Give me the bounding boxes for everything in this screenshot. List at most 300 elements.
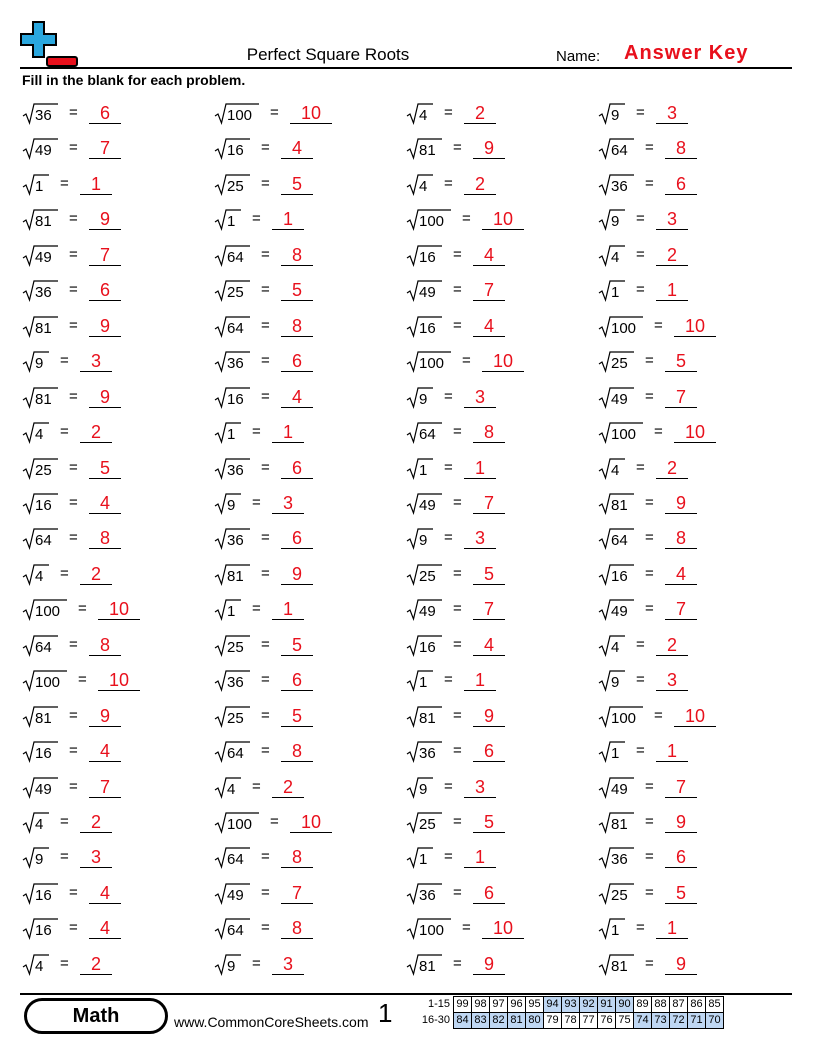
answer-value: 3 — [90, 351, 101, 372]
answer-blank[interactable] — [665, 812, 697, 833]
problem-item — [22, 841, 116, 875]
answer-blank[interactable] — [473, 953, 505, 975]
answer-value: 4 — [99, 492, 110, 513]
radicand: 25 — [227, 709, 244, 727]
answer-value: 7 — [675, 386, 686, 407]
answer-blank[interactable] — [464, 847, 496, 868]
answer-blank[interactable] — [665, 386, 697, 408]
score-cell: 95 — [526, 997, 544, 1013]
problem-item — [598, 97, 692, 131]
answer-blank[interactable] — [473, 705, 505, 727]
problem-item — [22, 487, 125, 521]
answer-blank[interactable] — [473, 563, 505, 585]
problem-item — [214, 700, 317, 734]
radicand: 36 — [35, 284, 52, 302]
problem-item — [22, 132, 125, 166]
radicand: 9 — [419, 780, 428, 798]
answer-blank[interactable] — [281, 138, 313, 159]
radicand: 100 — [611, 426, 637, 444]
radicand: 1 — [611, 922, 620, 940]
answer-blank[interactable] — [473, 315, 505, 337]
answer-blank[interactable] — [290, 103, 332, 124]
problem-item — [22, 381, 125, 415]
answer-value: 2 — [666, 634, 677, 655]
answer-blank[interactable] — [473, 280, 505, 301]
answer-blank[interactable] — [482, 351, 524, 372]
equals-sign: = — [261, 139, 270, 157]
answer-blank[interactable] — [89, 386, 121, 408]
equals-sign: = — [636, 919, 645, 937]
answer-blank[interactable] — [473, 882, 505, 904]
answer-blank[interactable] — [656, 244, 688, 266]
equals-sign: = — [261, 529, 270, 547]
radicand: 100 — [611, 709, 637, 727]
problem-item — [214, 97, 336, 131]
problem-item — [406, 593, 509, 627]
problem-item — [406, 877, 509, 911]
answer-value: 5 — [291, 634, 302, 655]
answer-blank[interactable] — [464, 173, 496, 195]
answer-value: 1 — [90, 173, 101, 194]
problem-item — [22, 629, 125, 663]
radicand: 4 — [35, 816, 44, 833]
page-number: 1 — [378, 998, 393, 1028]
radicand: 9 — [227, 957, 236, 975]
answer-blank[interactable] — [464, 457, 496, 479]
answer-value: 9 — [483, 138, 494, 159]
answer-blank[interactable] — [281, 173, 313, 195]
answer-value: 3 — [474, 386, 485, 407]
answer-blank[interactable] — [473, 599, 505, 620]
equals-sign: = — [252, 600, 261, 618]
radicand: 81 — [611, 957, 628, 975]
answer-blank[interactable] — [89, 280, 121, 301]
answer-blank[interactable] — [281, 528, 313, 549]
answer-blank[interactable] — [656, 634, 688, 656]
answer-blank[interactable] — [281, 280, 313, 301]
answer-blank[interactable] — [674, 705, 716, 727]
score-cell: 72 — [670, 1013, 688, 1029]
answer-value: 4 — [99, 882, 110, 903]
equals-sign: = — [453, 954, 462, 972]
answer-value: 1 — [474, 457, 485, 478]
score-cell: 99 — [454, 997, 472, 1013]
problem-item — [598, 452, 692, 486]
equals-sign: = — [60, 813, 69, 830]
radicand: 9 — [35, 851, 44, 869]
radicand: 49 — [611, 390, 628, 408]
problem-item — [406, 416, 509, 450]
equals-sign: = — [453, 245, 462, 263]
equals-sign: = — [444, 529, 453, 547]
answer-value: 7 — [483, 599, 494, 620]
answer-blank[interactable] — [272, 422, 304, 443]
problem-item — [598, 771, 701, 805]
problem-item — [598, 345, 701, 379]
radicand: 1 — [419, 851, 428, 869]
answer-blank[interactable] — [80, 847, 112, 868]
radicand: 4 — [611, 638, 620, 656]
answer-blank[interactable] — [281, 670, 313, 691]
answer-blank[interactable] — [464, 103, 496, 124]
answer-blank[interactable] — [272, 599, 304, 620]
answer-blank[interactable] — [656, 741, 688, 762]
radicand: 9 — [227, 496, 236, 514]
answer-blank[interactable] — [464, 386, 496, 408]
equals-sign: = — [636, 635, 645, 653]
answer-blank[interactable] — [89, 492, 121, 514]
answer-blank[interactable] — [665, 847, 697, 868]
radicand: 1 — [419, 461, 428, 479]
answer-blank[interactable] — [89, 457, 121, 479]
answer-blank[interactable] — [89, 103, 121, 124]
score-cell: 88 — [652, 997, 670, 1013]
answer-value: 6 — [483, 882, 494, 903]
answer-value: 5 — [675, 882, 686, 903]
site-url: www.CommonCoreSheets.com — [174, 1014, 369, 1030]
problem-item — [598, 664, 692, 698]
equals-sign: = — [444, 104, 453, 121]
equals-sign: = — [69, 281, 78, 299]
problem-item — [22, 345, 116, 379]
score-cell: 87 — [670, 997, 688, 1013]
answer-blank[interactable] — [656, 103, 688, 124]
answer-value: 10 — [684, 315, 706, 336]
answer-value: 6 — [291, 351, 302, 372]
answer-blank[interactable] — [281, 351, 313, 372]
equals-sign: = — [60, 848, 69, 866]
problem-item — [598, 203, 692, 237]
answer-value: 3 — [282, 492, 293, 513]
equals-sign: = — [462, 919, 471, 937]
problem-item — [406, 132, 509, 166]
answer-blank[interactable] — [290, 812, 332, 833]
score-cell: 93 — [562, 997, 580, 1013]
answer-blank[interactable] — [665, 563, 697, 585]
answer-blank[interactable] — [656, 670, 688, 691]
radicand: 4 — [419, 107, 428, 124]
answer-blank[interactable] — [656, 918, 688, 939]
radicand: 81 — [611, 496, 628, 514]
equals-sign: = — [252, 423, 261, 441]
answer-value: 9 — [99, 315, 110, 336]
answer-value: 2 — [90, 812, 101, 832]
answer-value: 9 — [291, 563, 302, 584]
problem-item — [214, 416, 308, 450]
problem-item — [406, 452, 500, 486]
answer-blank[interactable] — [473, 422, 505, 443]
answer-blank[interactable] — [272, 776, 304, 798]
equals-sign: = — [444, 671, 453, 689]
answer-value: 8 — [291, 741, 302, 762]
problem-item — [406, 345, 528, 379]
problem-item — [214, 487, 308, 521]
answer-blank[interactable] — [80, 812, 112, 833]
equals-sign: = — [69, 777, 78, 795]
instructions: Fill in the blank for each problem. — [22, 72, 246, 88]
answer-blank[interactable] — [89, 244, 121, 266]
problem-item — [406, 97, 500, 131]
answer-blank[interactable] — [665, 528, 697, 549]
radicand: 25 — [227, 638, 244, 656]
answer-value: 10 — [684, 422, 706, 443]
answer-blank[interactable] — [656, 209, 688, 230]
equals-sign: = — [654, 316, 663, 334]
score-cell: 89 — [634, 997, 652, 1013]
answer-blank[interactable] — [656, 457, 688, 479]
problem-item — [598, 700, 720, 734]
answer-blank[interactable] — [89, 705, 121, 727]
answer-blank[interactable] — [674, 422, 716, 443]
answer-value: 9 — [675, 953, 686, 974]
answer-blank[interactable] — [281, 705, 313, 727]
radicand: 100 — [227, 816, 253, 833]
answer-value: 7 — [483, 280, 494, 301]
answer-value: 6 — [675, 847, 686, 868]
problem-item — [406, 487, 509, 521]
answer-blank[interactable] — [272, 209, 304, 230]
radicand: 16 — [419, 319, 436, 337]
equals-sign: = — [453, 742, 462, 760]
answer-value: 7 — [99, 244, 110, 265]
problem-item — [406, 522, 500, 556]
answer-blank[interactable] — [473, 812, 505, 833]
equals-sign: = — [69, 529, 78, 547]
radicand: 64 — [227, 248, 244, 266]
equals-sign: = — [453, 813, 462, 830]
equals-sign: = — [69, 387, 78, 405]
answer-blank[interactable] — [674, 315, 716, 337]
answer-value: 10 — [300, 103, 322, 123]
problem-item — [598, 558, 701, 592]
answer-blank[interactable] — [89, 918, 121, 939]
equals-sign: = — [645, 813, 654, 830]
radicand: 36 — [611, 851, 628, 869]
answer-blank[interactable] — [656, 280, 688, 301]
score-cell: 75 — [616, 1013, 634, 1029]
equals-sign: = — [69, 493, 78, 511]
answer-blank[interactable] — [665, 492, 697, 514]
answer-blank[interactable] — [272, 953, 304, 975]
answer-blank[interactable] — [473, 138, 505, 159]
problem-item — [214, 877, 317, 911]
problem-item — [406, 948, 509, 982]
equals-sign: = — [69, 706, 78, 724]
answer-blank[interactable] — [98, 599, 140, 620]
answer-value: 2 — [90, 563, 101, 584]
answer-blank[interactable] — [482, 918, 524, 939]
equals-sign: = — [645, 777, 654, 795]
answer-value: 1 — [282, 209, 293, 230]
answer-value: 4 — [99, 918, 110, 939]
answer-value: 10 — [492, 351, 514, 372]
answer-value: 8 — [99, 634, 110, 655]
radicand: 9 — [419, 532, 428, 550]
answer-blank[interactable] — [89, 882, 121, 904]
answer-blank[interactable] — [98, 670, 140, 691]
equals-sign: = — [261, 458, 270, 476]
equals-sign: = — [78, 600, 87, 618]
radicand: 25 — [35, 461, 52, 479]
answer-value: 9 — [483, 953, 494, 974]
answer-blank[interactable] — [89, 741, 121, 762]
answer-blank[interactable] — [665, 776, 697, 798]
problem-item — [406, 629, 509, 663]
answer-blank[interactable] — [89, 528, 121, 549]
equals-sign: = — [645, 352, 654, 370]
radicand: 81 — [419, 142, 436, 160]
answer-value: 8 — [291, 918, 302, 939]
answer-blank[interactable] — [281, 244, 313, 266]
answer-value: 1 — [666, 918, 677, 939]
problem-item — [598, 487, 701, 521]
radicand: 49 — [35, 248, 52, 266]
problem-item — [22, 168, 116, 202]
answer-value: 9 — [99, 209, 110, 230]
equals-sign: = — [60, 423, 69, 441]
answer-value: 5 — [291, 280, 302, 301]
answer-value: 8 — [675, 528, 686, 549]
radicand: 49 — [419, 496, 436, 514]
answer-blank[interactable] — [281, 563, 313, 585]
answer-blank[interactable] — [464, 528, 496, 549]
score-row-label: 16-30 — [421, 1014, 450, 1026]
answer-blank[interactable] — [89, 776, 121, 798]
problem-item — [598, 168, 701, 202]
answer-blank[interactable] — [281, 457, 313, 479]
answer-value: 2 — [666, 457, 677, 478]
answer-value: 8 — [675, 138, 686, 159]
answer-blank[interactable] — [89, 315, 121, 337]
answer-blank[interactable] — [665, 173, 697, 195]
score-row — [416, 997, 724, 1013]
answer-blank[interactable] — [281, 847, 313, 868]
radicand: 100 — [419, 213, 445, 231]
problem-item — [598, 381, 701, 415]
equals-sign: = — [270, 104, 279, 121]
problem-item — [214, 912, 317, 946]
equals-sign: = — [645, 529, 654, 547]
problem-item — [22, 452, 125, 486]
answer-blank[interactable] — [464, 776, 496, 798]
answer-blank[interactable] — [473, 634, 505, 656]
problem-item — [214, 771, 308, 805]
answer-value: 6 — [99, 280, 110, 301]
radicand: 16 — [35, 922, 52, 940]
equals-sign: = — [645, 883, 654, 901]
answer-blank[interactable] — [272, 492, 304, 514]
equals-sign: = — [78, 671, 87, 689]
problem-item — [598, 274, 692, 308]
radicand: 81 — [35, 319, 52, 337]
radicand: 36 — [227, 355, 244, 373]
radicand: 25 — [611, 886, 628, 904]
answer-value: 5 — [483, 812, 494, 832]
problem-item — [214, 735, 317, 769]
answer-blank[interactable] — [665, 138, 697, 159]
answer-value: 10 — [108, 670, 130, 691]
answer-blank[interactable] — [281, 882, 313, 904]
answer-blank[interactable] — [281, 386, 313, 408]
equals-sign: = — [654, 423, 663, 441]
answer-blank[interactable] — [473, 244, 505, 266]
problem-item — [214, 558, 317, 592]
problem-item — [406, 700, 509, 734]
answer-value: 3 — [90, 847, 101, 868]
answer-value: 1 — [666, 741, 677, 762]
answer-value: 8 — [291, 847, 302, 868]
radicand: 4 — [35, 957, 44, 975]
answer-value: 2 — [90, 953, 101, 974]
answer-blank[interactable] — [464, 670, 496, 691]
radicand: 49 — [419, 603, 436, 621]
score-cell: 84 — [454, 1013, 472, 1029]
radicand: 64 — [227, 745, 244, 763]
radicand: 81 — [611, 816, 628, 833]
answer-blank[interactable] — [80, 953, 112, 975]
radicand: 16 — [611, 567, 628, 585]
answer-blank[interactable] — [281, 741, 313, 762]
radicand: 9 — [611, 213, 620, 231]
answer-blank[interactable] — [281, 634, 313, 656]
equals-sign: = — [453, 635, 462, 653]
answer-blank[interactable] — [473, 492, 505, 514]
answer-blank[interactable] — [473, 741, 505, 762]
equals-sign: = — [636, 210, 645, 228]
answer-blank[interactable] — [665, 599, 697, 620]
answer-blank[interactable] — [281, 918, 313, 939]
answer-key-label: Answer Key — [624, 42, 749, 64]
equals-sign: = — [444, 848, 453, 866]
problem-item — [22, 97, 125, 131]
answer-blank[interactable] — [89, 138, 121, 159]
equals-sign: = — [453, 316, 462, 334]
problem-item — [406, 841, 500, 875]
answer-blank[interactable] — [80, 563, 112, 585]
problem-item — [406, 381, 500, 415]
answer-blank[interactable] — [281, 315, 313, 337]
problem-item — [214, 629, 317, 663]
problem-item — [22, 310, 125, 344]
radicand: 36 — [419, 745, 436, 763]
radicand: 81 — [35, 390, 52, 408]
answer-value: 4 — [483, 244, 494, 265]
radicand: 25 — [419, 816, 436, 833]
answer-value: 1 — [474, 670, 485, 691]
answer-blank[interactable] — [89, 634, 121, 656]
radicand: 16 — [419, 638, 436, 656]
answer-blank[interactable] — [665, 882, 697, 904]
answer-value: 4 — [483, 315, 494, 336]
radicand: 1 — [35, 177, 44, 195]
radicand: 64 — [611, 142, 628, 160]
answer-blank[interactable] — [80, 173, 112, 195]
problem-item — [214, 522, 317, 556]
answer-blank[interactable] — [89, 209, 121, 230]
radicand: 4 — [35, 426, 44, 444]
answer-blank[interactable] — [665, 351, 697, 372]
radicand: 49 — [227, 886, 244, 904]
answer-blank[interactable] — [80, 351, 112, 372]
answer-blank[interactable] — [665, 953, 697, 975]
problem-item — [406, 310, 509, 344]
answer-blank[interactable] — [80, 422, 112, 443]
equals-sign: = — [69, 104, 78, 121]
score-cell: 90 — [616, 997, 634, 1013]
equals-sign: = — [453, 423, 462, 441]
problem-item — [22, 877, 125, 911]
answer-blank[interactable] — [482, 209, 524, 230]
